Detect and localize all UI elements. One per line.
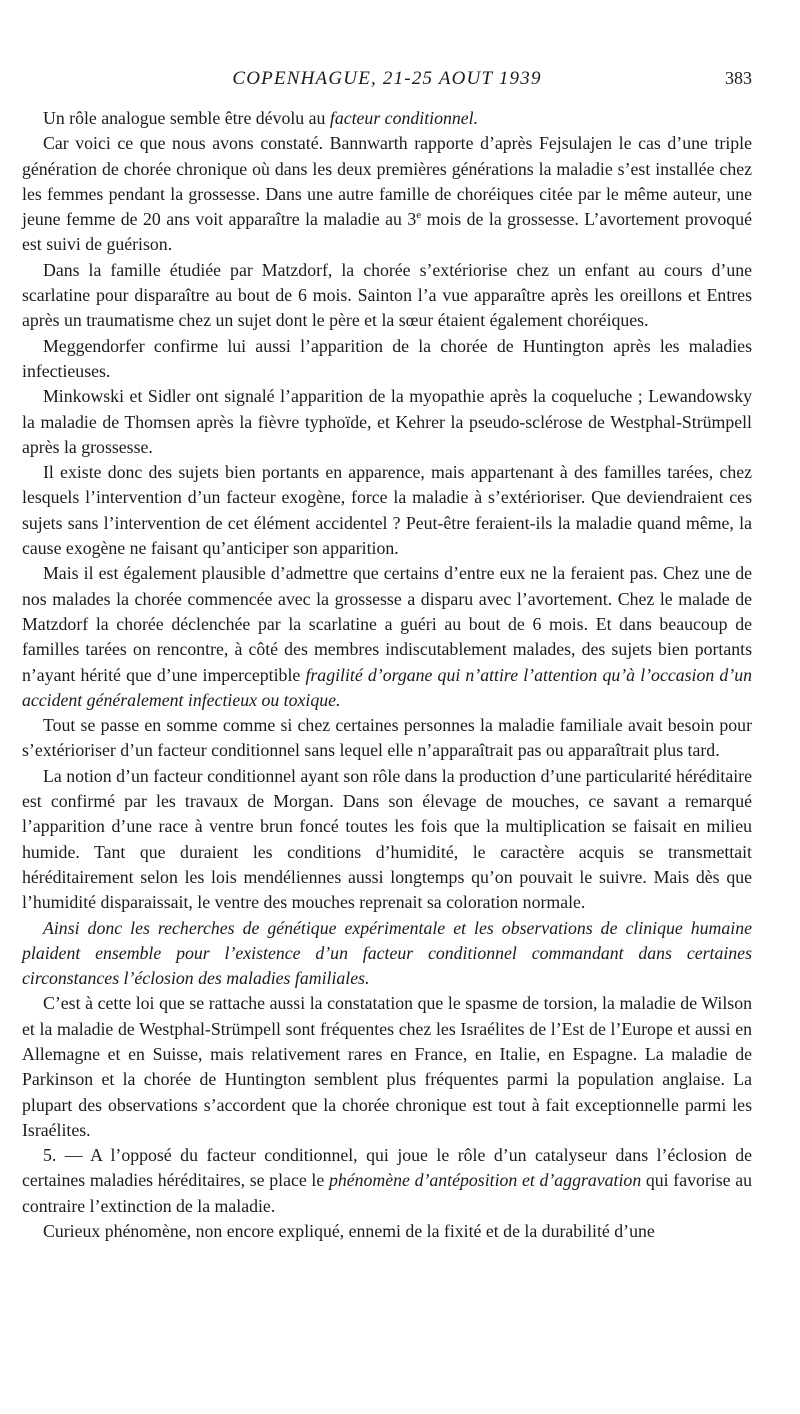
text-run: Il existe donc des sujets bien portants en apparence, mais appartenant à des familles tarées, chez lesquels l’intervention d’un facteur exogène, force la maladie à s’extérioriser. Que deviendraient ces sujets sans l’intervention de cet élément accidentel ? Peut-être feraient-ils la maladie quand même, la cause exogène ne faisant qu’anticiper son apparition. <box>22 462 752 559</box>
text-run: La notion d’un facteur conditionnel ayant son rôle dans la production d’une particularité héréditaire est confirmé par les travaux de Morgan. Dans son élevage de mouches, ce savant a remarqué l’apparition d’une race à ventre brun foncé toutes les fois que la multiplication se faisait en milieu humide. Tant que duraient les conditions d’humidité, le caractère acquis se transmettait héréditairement selon les lois mendéliennes aussi longtemps qu’on pouvait le suivre. Mais dès que l’humidité disparaissait, le ventre des mouches reprenait sa coloration normale. <box>22 765 752 913</box>
page-number: 383 <box>725 68 752 88</box>
paragraph <box>22 991 752 1143</box>
italic-text: facteur conditionnel. <box>329 108 479 128</box>
paragraph <box>22 384 752 460</box>
paragraph <box>22 334 752 385</box>
paragraph <box>22 258 752 334</box>
text-run: qui favorise au contraire l’extinction de la maladie. <box>22 1170 752 1216</box>
text-run: Ainsi donc les recherches de génétique expérimentale et les observations de clinique humaine plaident ensemble pour l’existence d’un facteur conditionnel commandant dans certaines circonstances l’éclosion des maladies familiales. <box>22 917 752 989</box>
page-header <box>22 68 752 96</box>
text-run: 5. — A l’opposé du facteur conditionnel, qui joue le rôle d’un catalyseur dans l’éclosion de certaines maladies héréditaires, se place le <box>22 1145 752 1191</box>
text-run: Curieux phénomène, non encore expliqué, ennemi de la fixité et de la durabilité d’une <box>43 1221 655 1242</box>
paragraph <box>22 131 752 257</box>
body-text <box>22 106 752 1244</box>
superscript: e <box>416 209 422 222</box>
paragraph <box>22 916 752 992</box>
italic-text: fragilité d’organe qui n’attire l’attention qu’à l’occasion d’un accident généralement infectieux ou toxique. <box>22 664 752 710</box>
text-run: Tout se passe en somme comme si chez certaines personnes la maladie familiale avait besoin pour s’extérioriser d’un facteur conditionnel sans lequel elle n’apparaîtrait pas ou apparaîtrait plus tard. <box>22 715 752 761</box>
text-run: mois de la grossesse. L’avortement provoqué est suivi de guérison. <box>22 209 752 255</box>
paragraph <box>22 764 752 916</box>
paragraph <box>22 460 752 561</box>
text-run: Car voici ce que nous avons constaté. Bannwarth rapporte d’après Fejsulajen le cas d’une triple génération de chorée chronique où dans les deux premières générations la maladie s’est installée chez les femmes pendant la grossesse. Dans une autre famille de choréiques citée par le même auteur, une jeune femme de 20 ans voit apparaître la maladie au 3 <box>22 133 752 230</box>
text-run: C’est à cette loi que se rattache aussi la constatation que le spasme de torsion, la maladie de Wilson et la maladie de Westphal-Strümpell sont fréquentes chez les Israélites de l’Est de l’Europe et aussi en Allemagne et en Suisse, mais relativement rares en France, en Italie, en Espagne. La maladie de Parkinson et la chorée de Huntington semblent plus fréquentes parmi la population anglaise. La plupart des observations s’accordent que la chorée chronique est tout à fait exceptionnelle parmi les Israélites. <box>22 993 752 1140</box>
paragraph <box>22 1219 752 1244</box>
text-run: Meggendorfer confirme lui aussi l’apparition de la chorée de Huntington après les maladies infectieuses. <box>22 335 752 381</box>
paragraph <box>22 561 752 713</box>
running-head: COPENHAGUE, 21-25 AOUT 1939 <box>232 68 542 89</box>
italic-text: phénomène d’antéposition et d’aggravation <box>328 1170 642 1191</box>
text-run: Mais il est également plausible d’admettre que certains d’entre eux ne la feraient pas. Chez une de nos malades la chorée commencée avec la grossesse a disparu avec l’avortement. Chez le malade de Matzdorf la chorée déclenchée par la scarlatine a guéri au bout de 6 mois. Et dans beaucoup de familles tarées on rencontre, à côté des membres indiscutablement malades, des sujets bien portants n’ayant hérité que d’une imperceptible <box>22 563 752 685</box>
paragraph <box>22 713 752 764</box>
text-run: Un rôle analogue semble être dévolu au <box>43 108 330 128</box>
paragraph <box>22 1143 752 1219</box>
text-run: Dans la famille étudiée par Matzdorf, la chorée s’extériorise chez un enfant au cours d’une scarlatine pour disparaître au bout de 6 mois. Sainton l’a vue apparaître après les oreillons et Entres après un traumatisme chez un sujet dont le père et la sœur étaient également choréiques. <box>22 259 752 331</box>
text-run: Minkowski et Sidler ont signalé l’apparition de la myopathie après la coqueluche ; Lewandowsky la maladie de Thomsen après la fièvre typhoïde, et Kehrer la pseudo-sclérose de Westphal-Strümpell après la grossesse. <box>22 386 752 457</box>
paragraph <box>22 106 752 131</box>
